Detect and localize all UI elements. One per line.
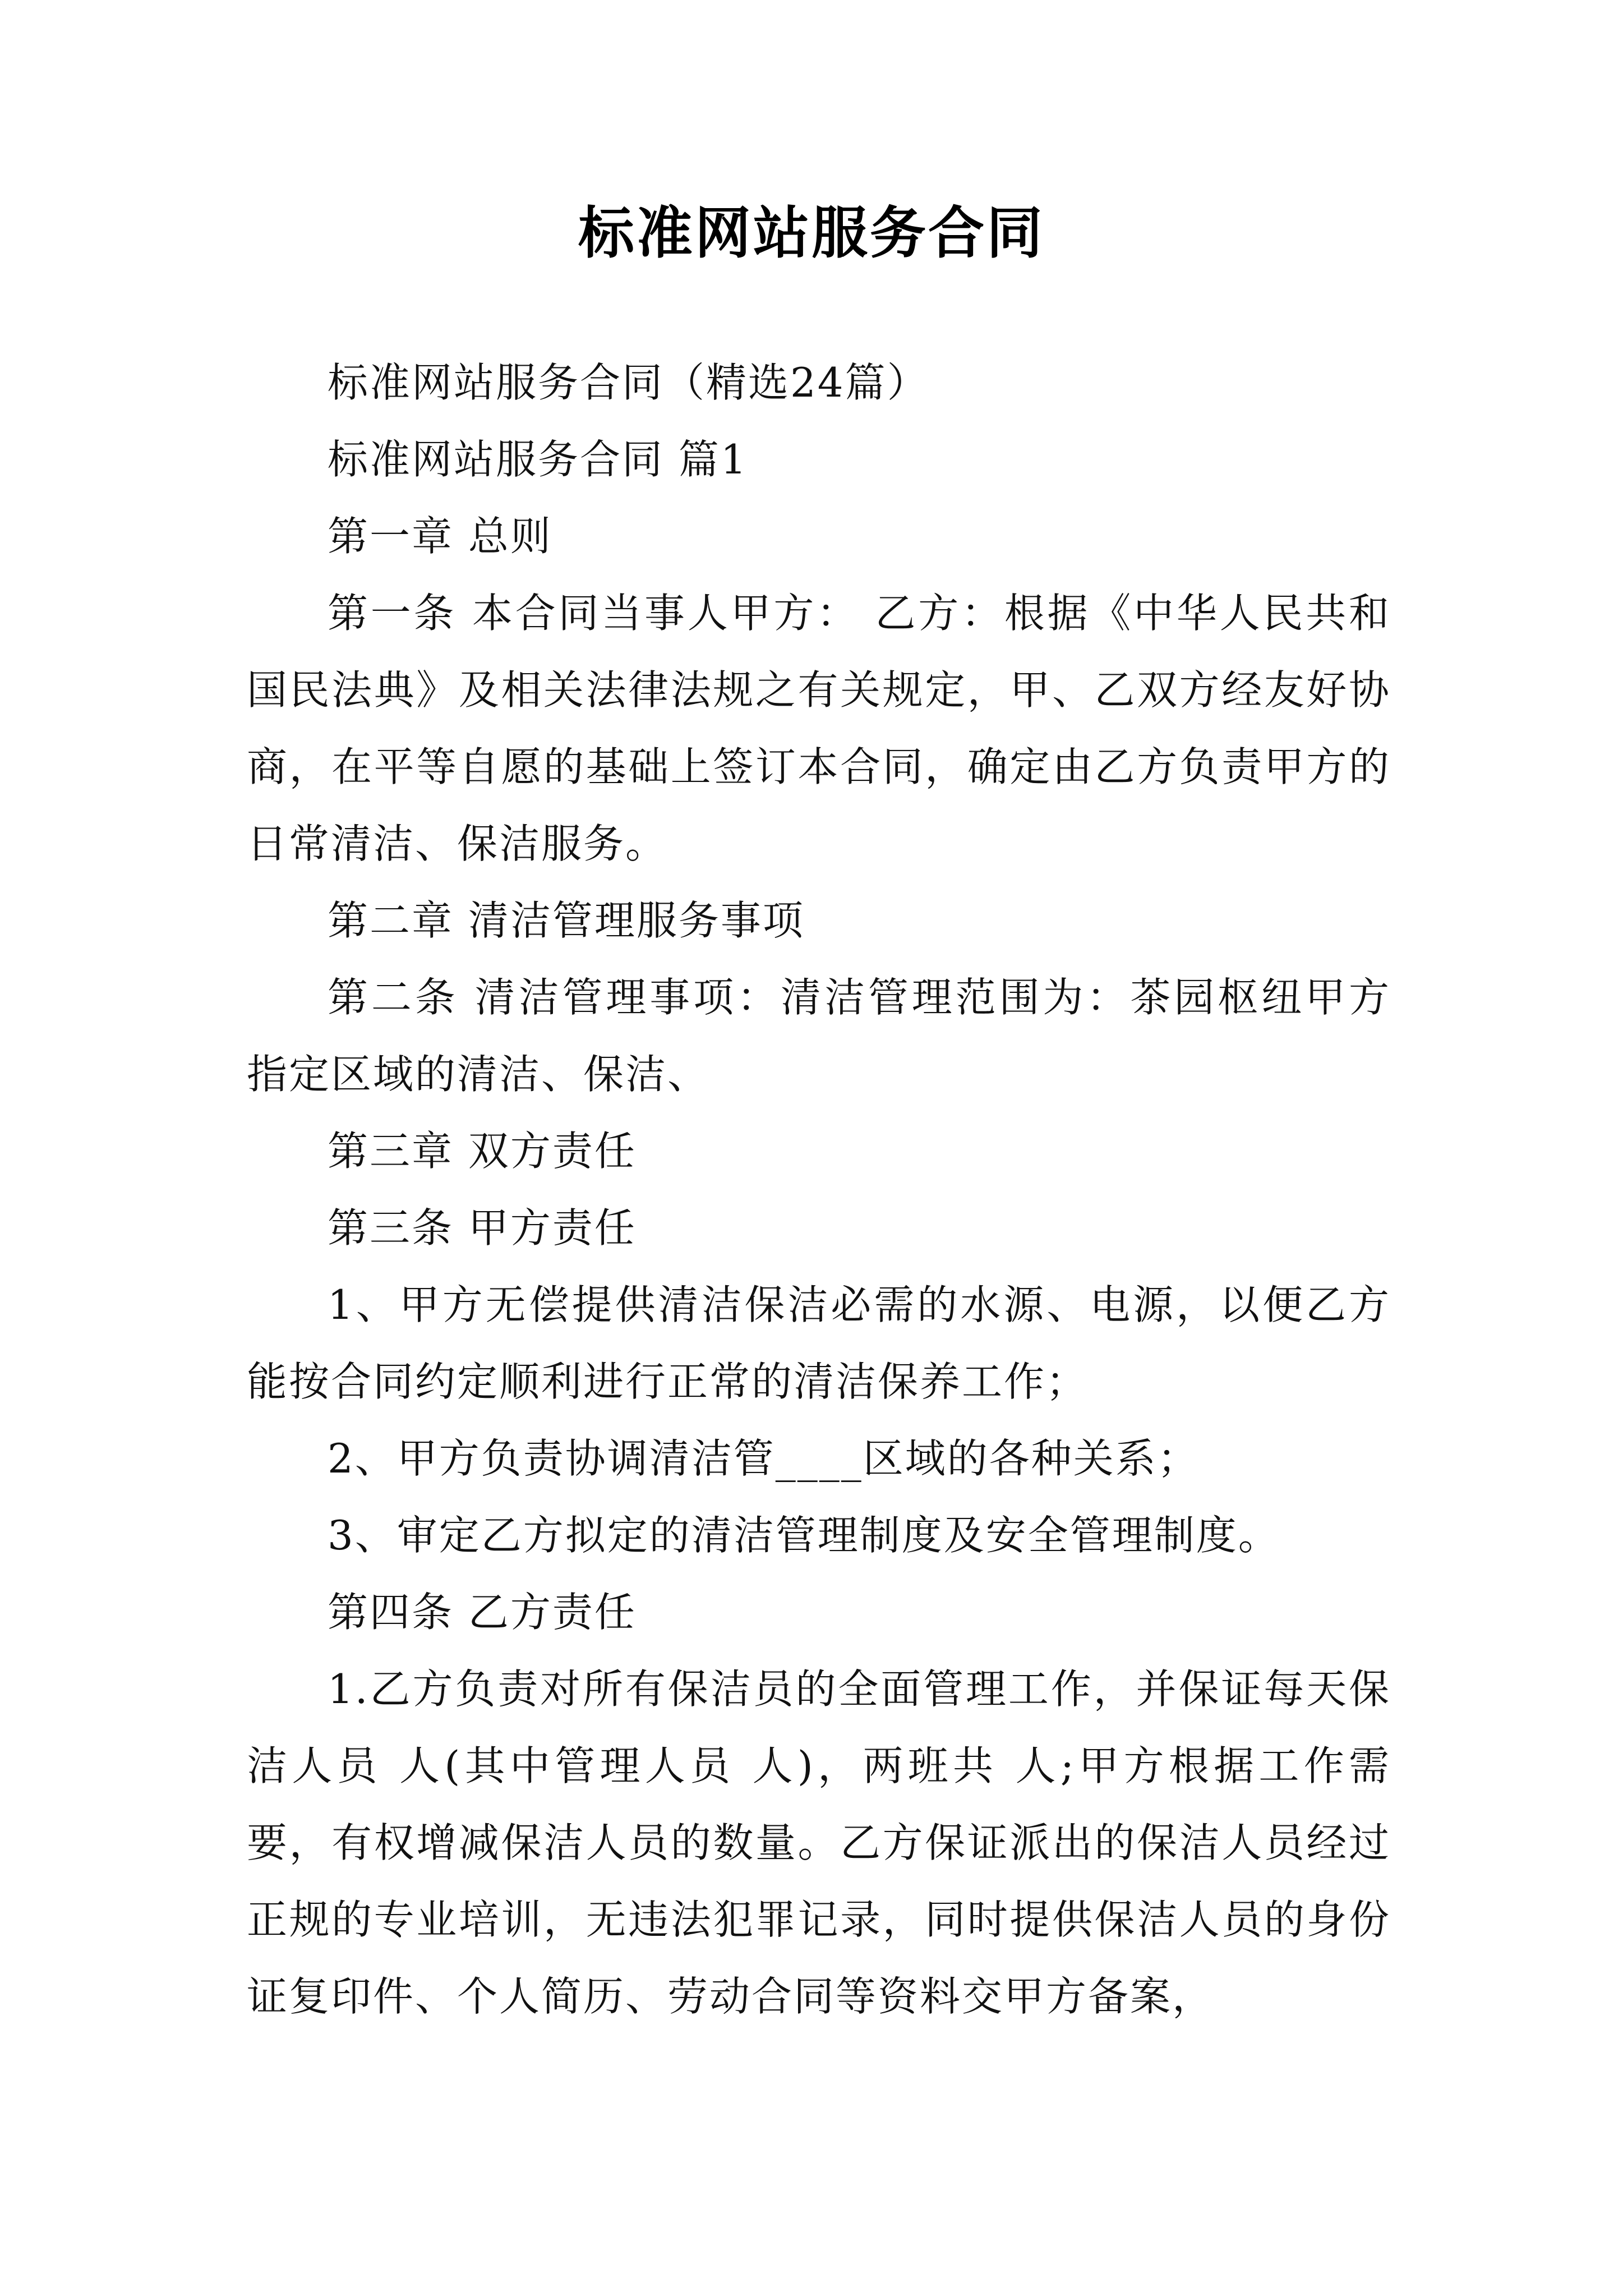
paragraph-clause-4: 第四条 乙方责任	[328, 1589, 637, 1636]
paragraph-item-3: 3、审定乙方拟定的清洁管理制度及安全管理制度。	[328, 1512, 1280, 1559]
paragraph-collection-title: 标准网站服务合同（精选24篇）	[328, 359, 929, 406]
paragraph-item-1: 1、甲方无偿提供清洁保洁必需的水源、电源，以便乙方能按合同约定顺利进行正常的清洁保养工作；	[247, 1281, 1391, 1405]
paragraph-chapter-2: 第二章 清洁管理服务事项	[328, 897, 805, 944]
paragraph-chapter-1: 第一章 总则	[328, 513, 552, 560]
paragraph-article-heading: 标准网站服务合同 篇1	[328, 436, 748, 483]
paragraph-clause-3: 第三条 甲方责任	[328, 1204, 637, 1251]
paragraph-clause-2: 第二条 清洁管理事项：清洁管理范围为：茶园枢纽甲方指定区域的清洁、保洁、	[247, 974, 1391, 1098]
document-body	[247, 344, 1391, 2035]
paragraph-item-2: 2、甲方负责协调清洁管____区域的各种关系；	[328, 1435, 1200, 1482]
paragraph-clause-1: 第一条 本合同当事人甲方： 乙方：根据《中华人民共和国民法典》及相关法律法规之有关规定，甲、乙双方经友好协商，在平等自愿的基础上签订本合同，确定由乙方负责甲方的日常清洁、保洁服务。	[247, 590, 1391, 867]
paragraph-chapter-3: 第三章 双方责任	[328, 1128, 637, 1175]
paragraph-clause-4-item-1: 1.乙方负责对所有保洁员的全面管理工作，并保证每天保洁人员 人(其中管理人员 人)，两班共 人;甲方根据工作需要，有权增减保洁人员的数量。乙方保证派出的保洁人员经过正规的专业培训，无违法犯罪记录，同时提供保洁人员的身份证复印件、个人简历、劳动合同等资料交甲方备案，	[247, 1665, 1391, 2020]
document-title: 标准网站服务合同	[578, 200, 1045, 266]
